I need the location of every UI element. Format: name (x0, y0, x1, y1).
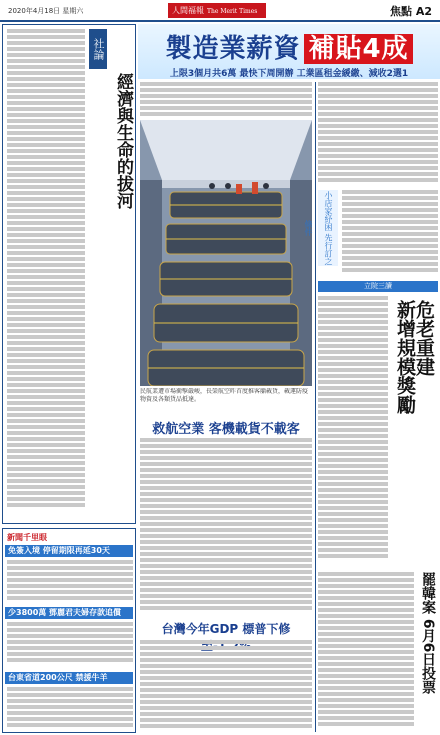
airline-cargo-headline: 救航空業 客機載貨不載客 (152, 422, 300, 437)
editorial-title: 經濟與生命的拔河 (113, 73, 133, 209)
renewal-headline: 危老重建 (413, 300, 435, 376)
headline-highlight: 補貼4成 (304, 34, 412, 64)
renewal-subheadline: 新增規模獎勵 (394, 300, 416, 414)
issue-date: 2020年4月18日 星期六 (8, 7, 84, 15)
right-top-story-text (318, 82, 438, 186)
page-header (0, 0, 440, 22)
gdp-headline: 台灣今年GDP 標普下修 (161, 622, 291, 636)
cargo-cabin-photo (140, 120, 312, 386)
recall-vote-headline: 罷韓案 6月6日投票 (420, 572, 436, 695)
photo-illustration (140, 120, 312, 386)
editorial-body-text (7, 29, 85, 519)
digest-title: 新聞千里眼 (7, 533, 47, 542)
section-label: 焦點 A2 (390, 5, 432, 18)
news-digest (2, 528, 136, 733)
headline-subhead: 上限3個月共6萬 最快下周開辦 工業區租金緩繳、減收2選1 (169, 69, 409, 79)
renewal-story-text (318, 296, 388, 568)
airline-story-text (140, 438, 312, 616)
column-divider (315, 82, 316, 732)
editorial-column (2, 24, 136, 524)
small-shop-story-text (342, 190, 438, 276)
main-headline (138, 28, 440, 65)
digest-text-3 (7, 687, 133, 731)
photo-caption: 民航業遭市場衝擊嚴峻，長榮航空昨首度推客艙載貨，載運防疫物資及各類貨品抵達。 (140, 388, 309, 403)
digest-text-2 (7, 622, 133, 668)
legislature-box: 立院三讀 (318, 281, 438, 292)
headline-band (138, 24, 440, 79)
newspaper-masthead (168, 3, 266, 18)
lead-story-text (140, 82, 312, 118)
digest-item-2: 少3800萬 鄧麗君夫婦存款追償 (5, 607, 133, 619)
small-shop-relief-tag: 小店家紓困 先行訂之條件 (318, 190, 338, 266)
recall-story-text (318, 572, 414, 732)
gdp-story-text (140, 640, 312, 732)
digest-item-1: 免簽入境 停留期限再延30天 (5, 545, 133, 557)
editorial-label: 社論 (89, 29, 107, 69)
digest-item-3: 台東省道200公尺 禁援牛羊 (5, 672, 133, 684)
masthead-english: The Merit Times (207, 8, 258, 15)
masthead-chinese: 人間福報 (172, 6, 204, 15)
headline-text: 製造業薪資 (165, 34, 301, 64)
digest-text-1 (7, 560, 133, 604)
